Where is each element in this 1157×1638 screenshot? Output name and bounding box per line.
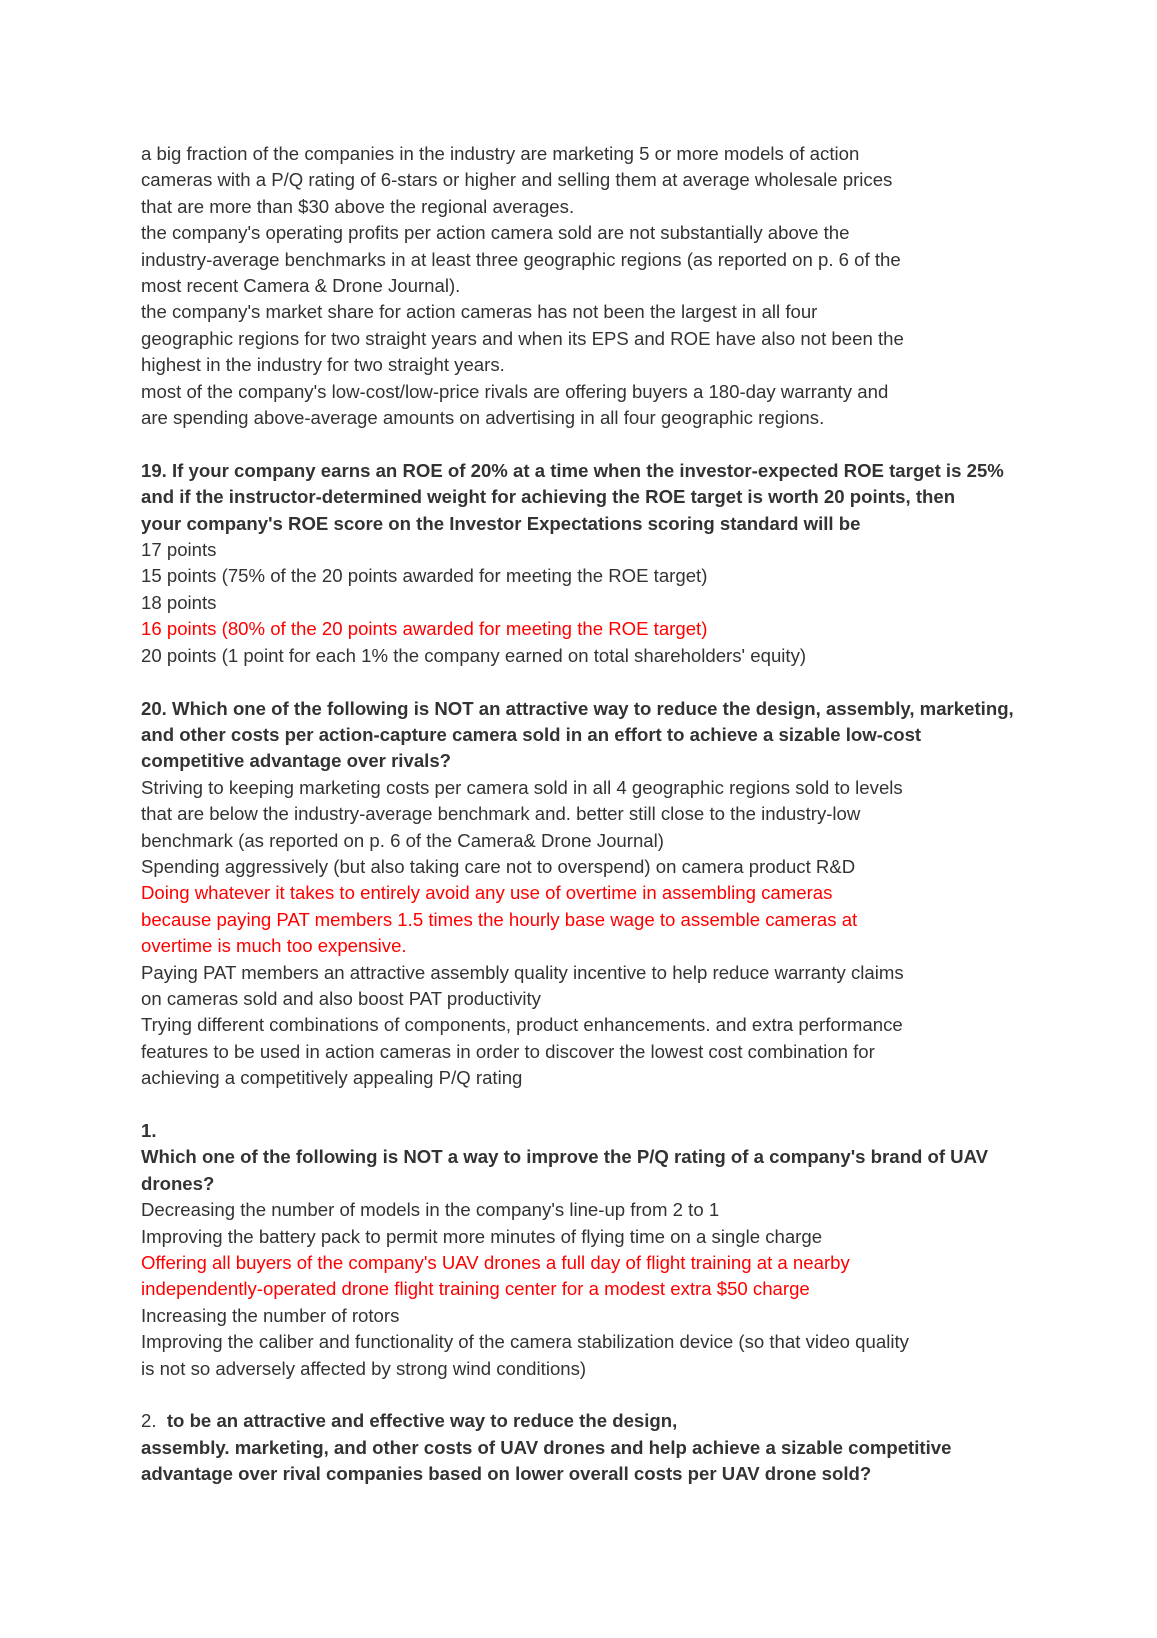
option-line: highest in the industry for two straight years. (141, 354, 505, 376)
question-1 (141, 1118, 1041, 1382)
option-line: Doing whatever it takes to entirely avoid any use of overtime in assembling cameras (141, 882, 833, 904)
option-line: Improving the caliber and functionality of the camera stabilization device (so that video quality (141, 1331, 909, 1353)
question-text (141, 1408, 1041, 1434)
document-page (141, 141, 1041, 1488)
intro-options (141, 141, 1041, 431)
option (141, 960, 1041, 1013)
option: 15 points (75% of the 20 points awarded for meeting the ROE target) (141, 565, 708, 587)
option (141, 1329, 1041, 1382)
question-text: drones? (141, 1172, 215, 1194)
question-2 (141, 1408, 1041, 1487)
option-line: industry-average benchmarks in at least three geographic regions (as reported on p. 6 of the (141, 248, 901, 270)
option-line: on cameras sold and also boost PAT productivity (141, 987, 541, 1009)
correct-answer: 16 points (80% of the 20 points awarded for meeting the ROE target) (141, 618, 708, 640)
option: 18 points (141, 591, 217, 613)
option-line: a big fraction of the companies in the industry are marketing 5 or more models of action (141, 143, 860, 164)
question-text: 19. If your company earns an ROE of 20% at a time when the investor-expected ROE target is 25% (141, 459, 1004, 481)
spacer (141, 431, 1041, 457)
question-number: 1. (141, 1119, 157, 1141)
option-line: benchmark (as reported on p. 6 of the Camera& Drone Journal) (141, 829, 664, 851)
spacer (141, 1382, 1041, 1408)
option: Decreasing the number of models in the company's line-up from 2 to 1 (141, 1199, 720, 1221)
question-20 (141, 696, 1041, 1092)
option: Improving the battery pack to permit more minutes of flying time on a single charge (141, 1225, 823, 1247)
question-text: assembly. marketing, and other costs of UAV drones and help achieve a sizable competitive (141, 1436, 952, 1458)
option (141, 141, 1041, 220)
option-line: that are more than $30 above the regional averages. (141, 195, 575, 217)
option-line: Offering all buyers of the company's UAV drones a full day of flight training at a nearby (141, 1252, 850, 1274)
option (141, 1012, 1041, 1091)
question-text: and other costs per action-capture camera sold in an effort to achieve a sizable low-cost (141, 723, 922, 745)
option-line: Spending aggressively (but also taking care not to overspend) on camera product R&D (141, 855, 856, 877)
option-line: that are below the industry-average benchmark and. better still close to the industry-low (141, 803, 861, 825)
spacer (141, 669, 1041, 695)
option-line: the company's operating profits per action camera sold are not substantially above the (141, 222, 850, 244)
option (141, 220, 1041, 299)
question-text: your company's ROE score on the Investor Expectations scoring standard will be (141, 512, 861, 534)
question-number: 2. (141, 1410, 157, 1432)
question-text: Which one of the following is NOT a way to improve the P/Q rating of a company's brand of UAV (141, 1146, 989, 1168)
question-text-start: to be an attractive and effective way to reduce the design, (166, 1410, 678, 1432)
option-line: cameras with a P/Q rating of 6-stars or higher and selling them at average wholesale prices (141, 169, 893, 191)
option-line: geographic regions for two straight years and when its EPS and ROE have also not been the (141, 327, 904, 349)
question-text: and if the instructor-determined weight for achieving the ROE target is worth 20 points, then (141, 486, 956, 508)
question-text: advantage over rival companies based on lower overall costs per UAV drone sold? (141, 1463, 872, 1485)
option-line: is not so adversely affected by strong wind conditions) (141, 1357, 587, 1379)
option (141, 775, 1041, 854)
option (141, 299, 1041, 378)
question-text: competitive advantage over rivals? (141, 750, 452, 772)
option-line: independently-operated drone flight training center for a modest extra $50 charge (141, 1278, 810, 1300)
option (141, 854, 1041, 880)
correct-answer (141, 880, 1041, 959)
option-line: Striving to keeping marketing costs per camera sold in all 4 geographic regions sold to levels (141, 776, 903, 798)
option (141, 379, 1041, 432)
correct-answer (141, 1250, 1041, 1303)
question-19 (141, 458, 1041, 669)
option: Increasing the number of rotors (141, 1304, 400, 1326)
option-line: are spending above-average amounts on advertising in all four geographic regions. (141, 407, 825, 429)
option-line: most of the company's low-cost/low-price rivals are offering buyers a 180-day warranty and (141, 380, 889, 402)
option: 20 points (1 point for each 1% the company earned on total shareholders' equity) (141, 644, 807, 666)
option: 17 points (141, 539, 217, 561)
question-text: 20. Which one of the following is NOT an attractive way to reduce the design, assembly, marketing, (141, 697, 1014, 719)
option-line: Paying PAT members an attractive assembly quality incentive to help reduce warranty claims (141, 961, 904, 983)
spacer (141, 1092, 1041, 1118)
option-line: most recent Camera & Drone Journal). (141, 275, 461, 297)
option-line: overtime is much too expensive. (141, 935, 407, 957)
option-line: achieving a competitively appealing P/Q rating (141, 1067, 523, 1089)
option-line: because paying PAT members 1.5 times the hourly base wage to assemble cameras at (141, 908, 858, 930)
option-line: the company's market share for action cameras has not been the largest in all four (141, 301, 818, 323)
option-line: Trying different combinations of components, product enhancements. and extra performance (141, 1014, 903, 1036)
option-line: features to be used in action cameras in order to discover the lowest cost combination for (141, 1040, 875, 1062)
